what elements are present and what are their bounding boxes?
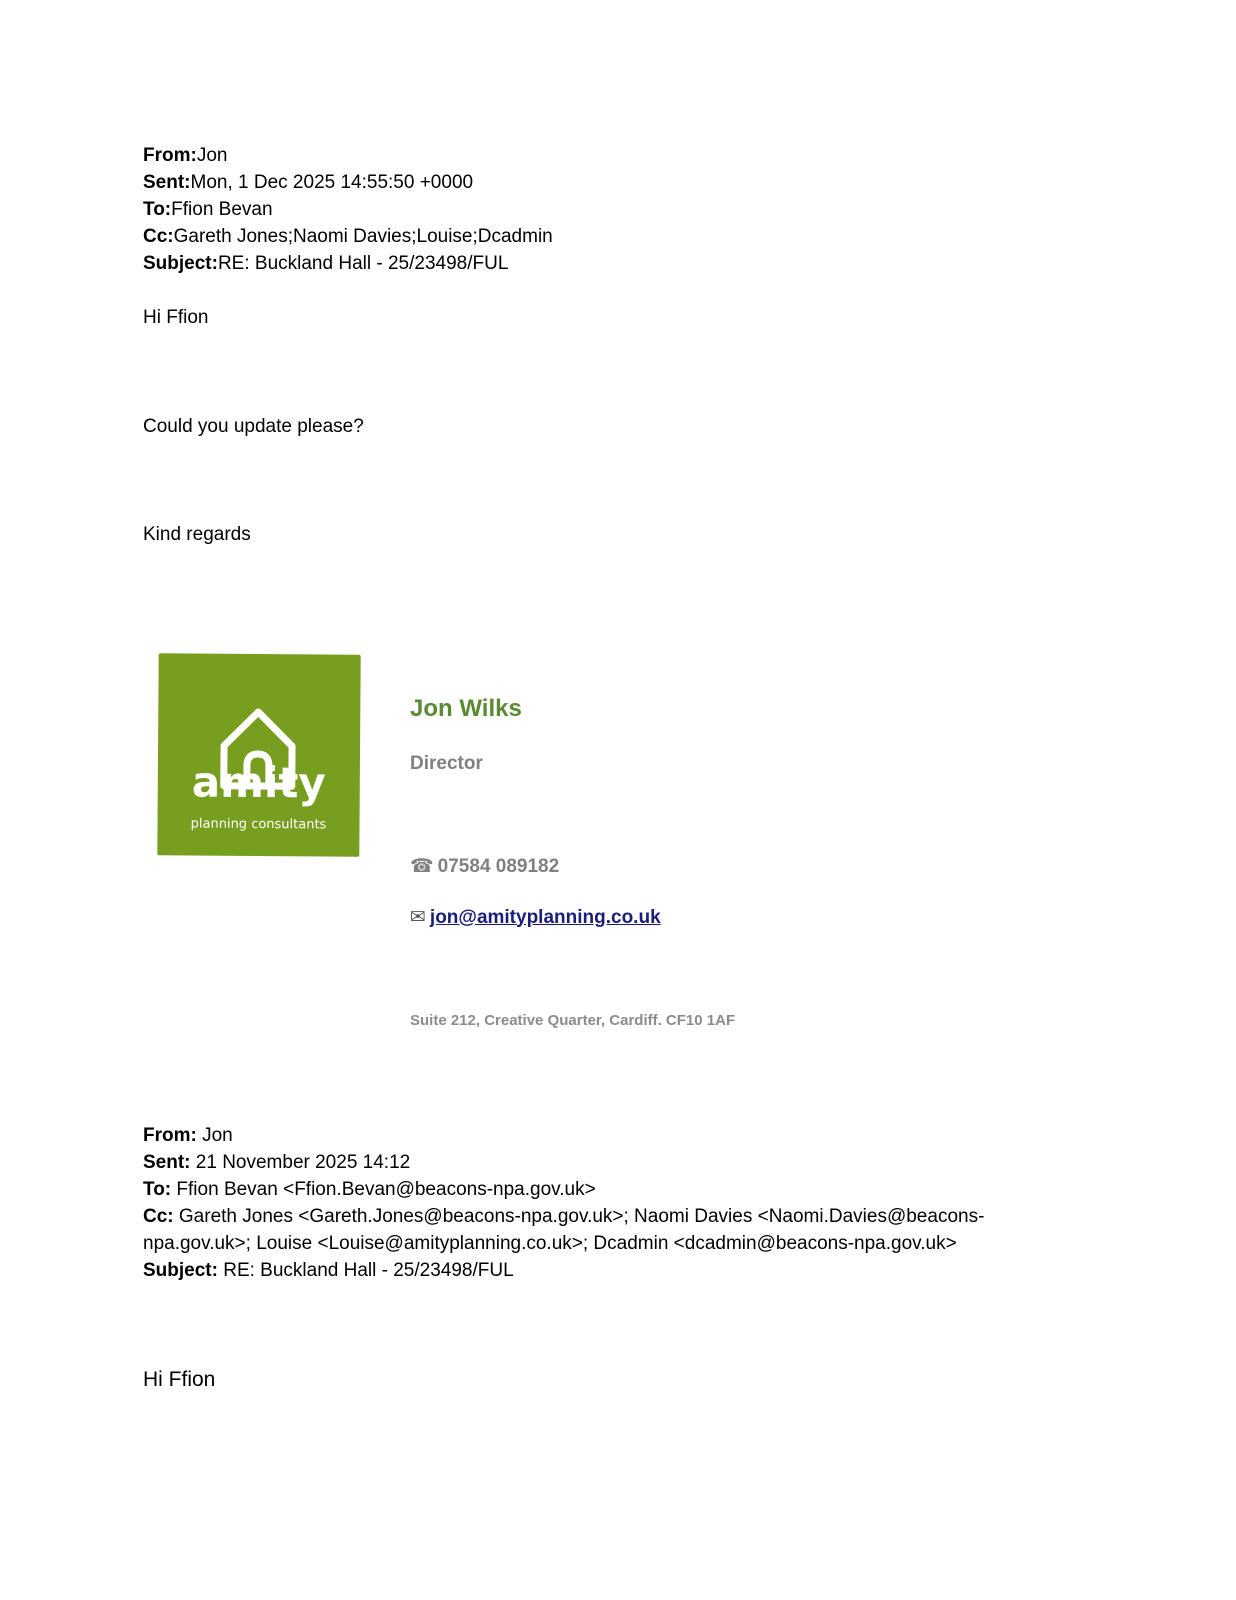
logo-word: amity (191, 757, 326, 808)
email1-closing: Kind regards (143, 524, 251, 545)
subject-value: RE: Buckland Hall - 25/23498/FUL (223, 1260, 514, 1281)
from-label: From: (143, 145, 197, 166)
email2-to-row (143, 1176, 596, 1203)
email1-from-row (143, 142, 227, 169)
sent-value: Mon, 1 Dec 2025 14:55:50 +0000 (190, 172, 474, 193)
to-value: Ffion Bevan (171, 199, 273, 220)
amity-logo (157, 653, 360, 856)
email1-greeting: Hi Ffion (143, 307, 209, 328)
sent-label: Sent: (143, 1152, 191, 1173)
email2-subject-row (143, 1257, 514, 1284)
signature-name: Jon Wilks (410, 695, 522, 722)
email2-cc-row-continued (143, 1230, 957, 1257)
cc-label: Cc: (143, 1206, 174, 1227)
envelope-icon: ✉ (410, 907, 426, 928)
email2-cc-row (143, 1203, 984, 1230)
cc-value-line2: npa.gov.uk>; Louise <Louise@amityplanning.co.uk>; Dcadmin <dcadmin@beacons-npa.gov.uk> (143, 1233, 957, 1254)
from-value: Jon (202, 1125, 233, 1146)
subject-value: RE: Buckland Hall - 25/23498/FUL (217, 253, 509, 274)
sent-label: Sent: (143, 172, 191, 193)
email1-to-row (143, 196, 273, 223)
to-label: To: (143, 199, 172, 220)
email1-sent-row (143, 169, 473, 196)
email2-from-row (143, 1122, 233, 1149)
email2-sent-row (143, 1149, 410, 1176)
to-value: Ffion Bevan <Ffion.Bevan@beacons-npa.gov.uk> (176, 1179, 596, 1200)
cc-value-line1: Gareth Jones <Gareth.Jones@beacons-npa.gov.uk>; Naomi Davies <Naomi.Davies@beacons- (178, 1206, 985, 1227)
email-link[interactable]: jon@amityplanning.co.uk (429, 906, 661, 928)
email1-cc-row (143, 223, 553, 250)
signature-role: Director (410, 753, 483, 774)
email2-greeting: Hi Ffion (143, 1368, 216, 1391)
from-label: From: (143, 1125, 197, 1146)
signature-email (410, 906, 661, 929)
subject-label: Subject: (143, 1260, 218, 1281)
subject-label: Subject: (143, 253, 218, 274)
from-value: Jon (196, 145, 228, 166)
sent-value: 21 November 2025 14:12 (195, 1152, 411, 1173)
phone-icon: ☎ (410, 856, 434, 877)
cc-label: Cc: (143, 226, 174, 247)
email1-body-line: Could you update please? (143, 416, 364, 437)
to-label: To: (143, 1179, 172, 1200)
signature-address: Suite 212, Creative Quarter, Cardiff. CF10 1AF (410, 1012, 736, 1029)
signature-phone (410, 855, 559, 878)
email1-subject-row (143, 250, 508, 277)
phone-number: 07584 089182 (437, 855, 560, 877)
logo-subtitle: planning consultants (190, 816, 327, 833)
cc-value: Gareth Jones;Naomi Davies;Louise;Dcadmin (173, 226, 553, 247)
